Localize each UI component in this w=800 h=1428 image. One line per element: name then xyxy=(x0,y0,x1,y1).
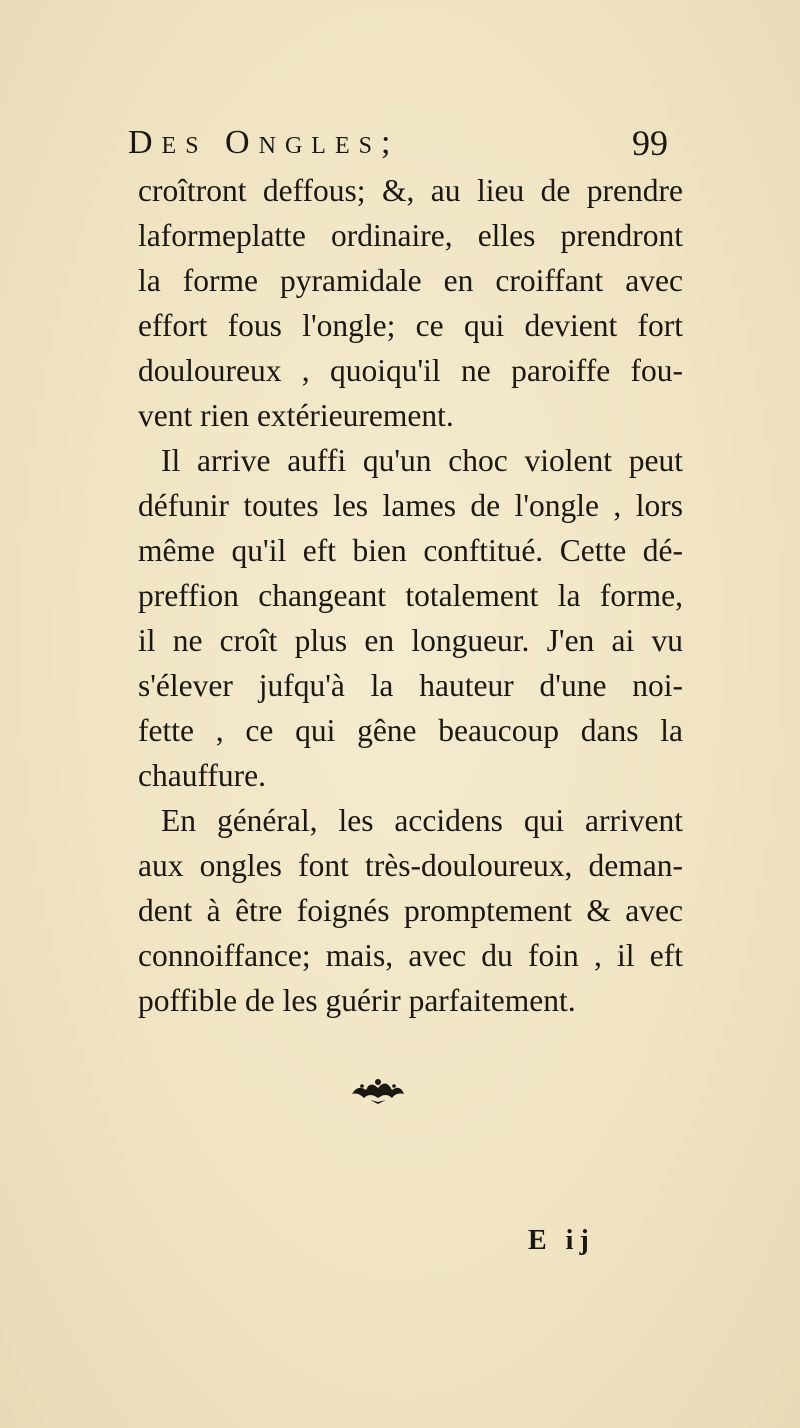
text-line: douloureux , quoiqu'il ne paroiffe fou- xyxy=(138,353,683,388)
text-line: connoiffance; mais, avec du foin , il eft xyxy=(138,938,683,973)
text-line: En général, les accidens qui arrivent xyxy=(161,803,683,838)
printer-ornament-icon xyxy=(348,1070,408,1110)
signature-mark: E ij xyxy=(528,1225,595,1256)
text-line: défunir toutes les lames de l'ongle , lors xyxy=(138,488,683,523)
text-line: effort fous l'ongle; ce qui devient fort xyxy=(138,308,683,343)
page-header xyxy=(128,118,668,168)
text-line: laformeplatte ordinaire, elles prendront xyxy=(138,218,683,253)
text-line: poffible de les guérir parfaitement. xyxy=(138,983,576,1018)
text-line: dent à être foignés promptement & avec xyxy=(138,893,683,928)
text-line: aux ongles font très-douloureux, deman- xyxy=(138,848,683,883)
text-line: s'élever jufqu'à la hauteur d'une noi- xyxy=(138,668,683,703)
text-line: preffion changeant totalement la forme, xyxy=(138,578,683,613)
text-line: il ne croît plus en longueur. J'en ai vu xyxy=(138,623,683,658)
running-head: Des Ongles; xyxy=(128,124,400,161)
text-line: fette , ce qui gêne beaucoup dans la xyxy=(138,713,683,748)
text-line: chauffure. xyxy=(138,758,266,793)
text-line: même qu'il eft bien conftitué. Cette dé- xyxy=(138,533,683,568)
text-line: la forme pyramidale en croiffant avec xyxy=(138,263,683,298)
text-line: vent rien extérieurement. xyxy=(138,398,454,433)
text-line: Il arrive auffi qu'un choc violent peut xyxy=(161,443,683,478)
page-number: 99 xyxy=(632,123,668,163)
text-line: croîtront deffous; &, au lieu de prendre xyxy=(138,173,683,208)
body-text xyxy=(138,168,683,1023)
